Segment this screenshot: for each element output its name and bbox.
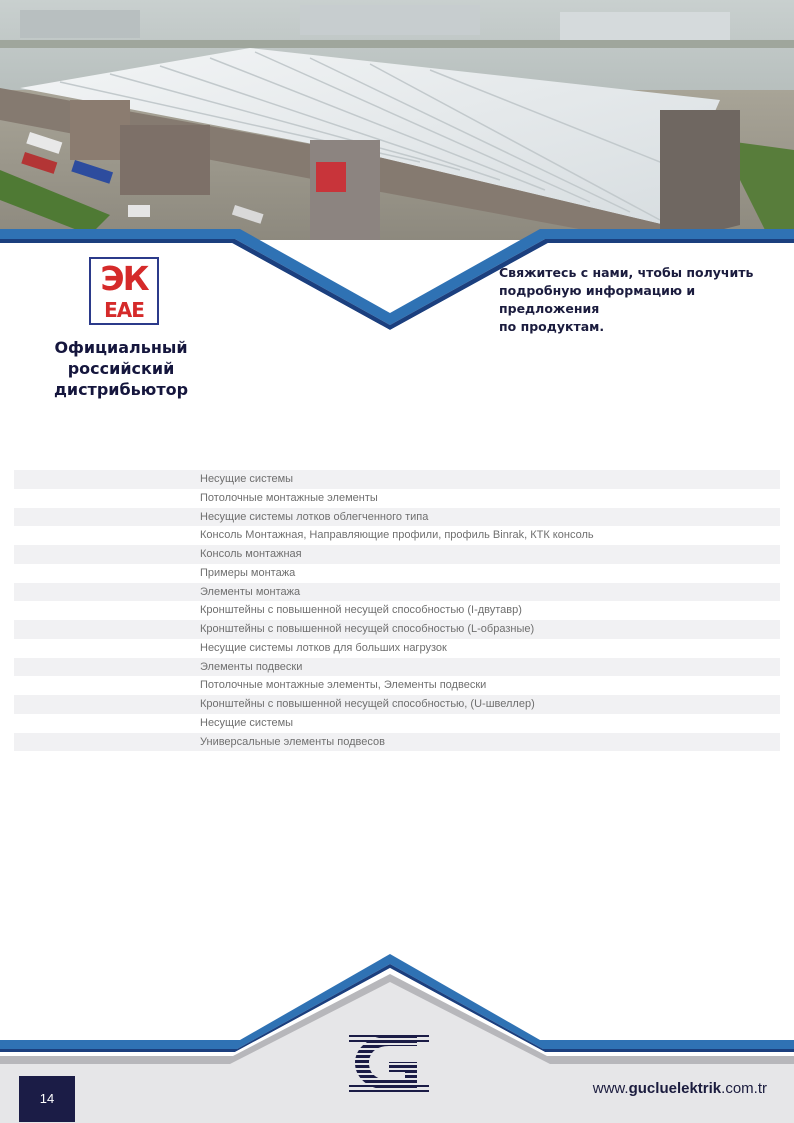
contact-text — [499, 264, 789, 336]
logo-mark: ЭК — [100, 259, 148, 298]
website-link[interactable] — [593, 1080, 767, 1097]
website-suffix: .com.tr — [721, 1080, 767, 1097]
contact-line: по продуктам. — [499, 319, 605, 334]
distributor-line: Официальный — [54, 338, 188, 357]
distributor-line: российский — [67, 359, 175, 378]
website-domain: guclu​elektrik — [628, 1080, 722, 1097]
website-prefix: www. — [592, 1080, 629, 1097]
logo-word: EAE — [104, 298, 144, 322]
eae-logo — [89, 257, 159, 325]
product-row: Универсальные элементы подвесов — [14, 733, 780, 752]
product-list — [14, 470, 780, 751]
product-row: Кронштейны с повышенной несущей способностью (I-двутавр) — [200, 604, 522, 617]
distributor-line: дистрибьютор — [53, 380, 189, 399]
contact-line: подробную информацию и предложения — [499, 283, 696, 316]
product-row: Потолочные монтажные элементы, Элементы подвески — [200, 679, 487, 692]
product-row: Кронштейны с повышенной несущей способностью (L-образные) — [14, 620, 780, 639]
product-row: Консоль монтажная — [14, 545, 780, 564]
product-row: Консоль Монтажная, Направляющие профили, профиль Binrak, КТК консоль — [200, 529, 594, 542]
product-row: Несущие системы лотков облегченного типа — [14, 508, 780, 527]
product-row: Элементы монтажа — [14, 583, 780, 602]
product-row: Несущие системы — [200, 716, 294, 729]
g-striped-logo-icon — [349, 1032, 429, 1094]
product-row: Потолочные монтажные элементы — [200, 491, 378, 504]
contact-line: Свяжитесь с нами, чтобы получить — [499, 265, 754, 280]
product-row: Несущие системы — [14, 470, 780, 489]
official-distributor-label — [40, 337, 202, 400]
product-row: Примеры монтажа — [200, 566, 296, 579]
product-row: Элементы подвески — [14, 658, 780, 677]
product-row: Несущие системы лотков для больших нагрузок — [200, 641, 447, 654]
page-number: 14 — [19, 1076, 75, 1122]
product-row: Кронштейны с повышенной несущей способностью, (U-швеллер) — [14, 695, 780, 714]
